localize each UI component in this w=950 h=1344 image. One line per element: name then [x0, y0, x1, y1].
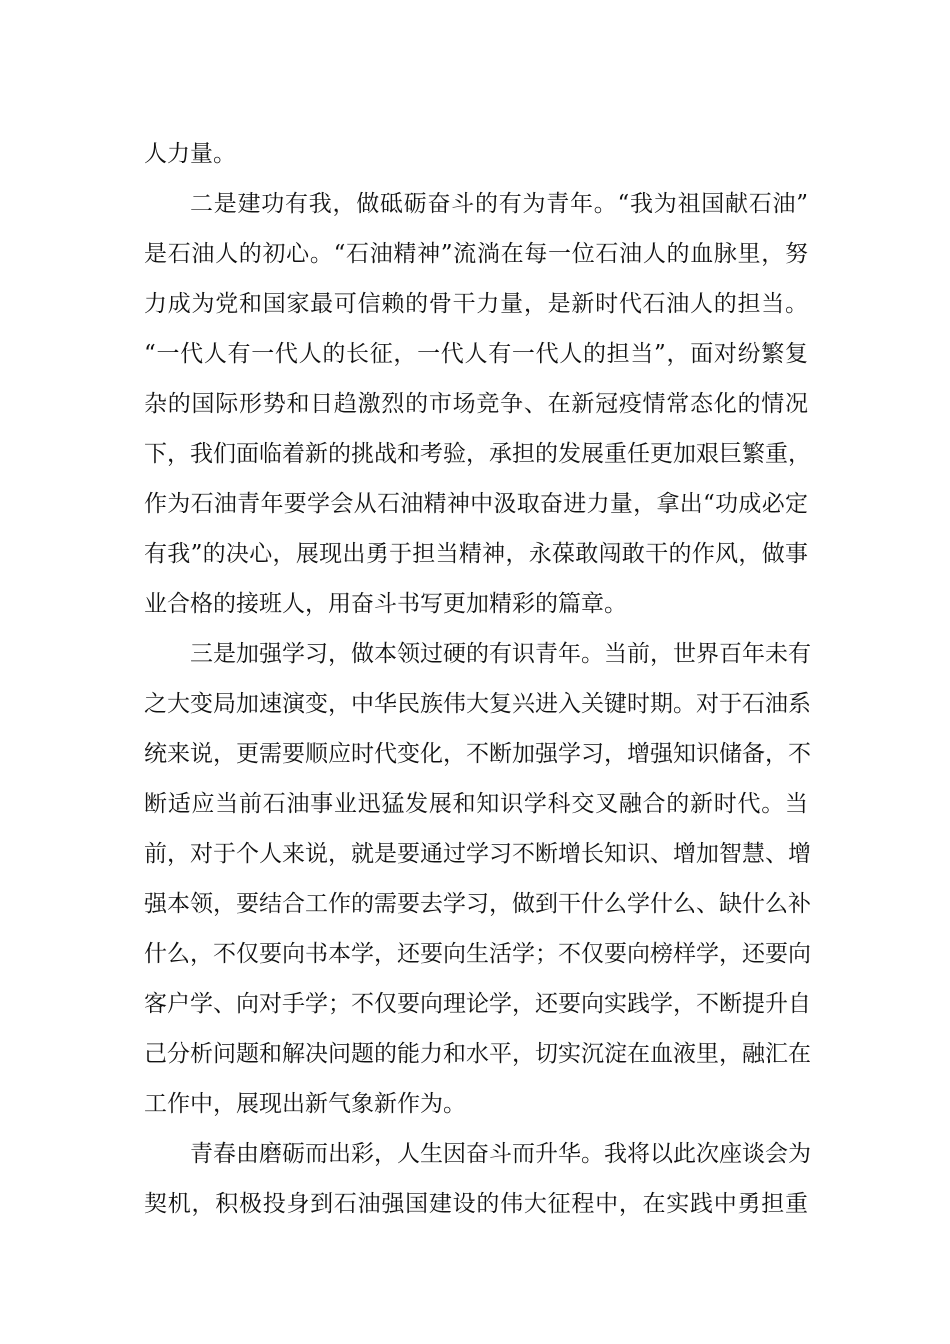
- text-line: 下，我们面临着新的挑战和考验，承担的发展重任更加艰巨繁重，: [144, 441, 811, 467]
- text-line: 客户学、向对手学；不仅要向理论学，还要向实践学，不断提升自: [144, 991, 811, 1017]
- text-line: 二是建功有我，做砥砺奋斗的有为青年。“我为祖国献石油”: [190, 191, 808, 217]
- text-line: 之大变局加速演变，中华民族伟大复兴进入关键时期。对于石油系: [144, 691, 811, 717]
- paragraph-2: [144, 179, 811, 629]
- text-line: 契机，积极投身到石油强国建设的伟大征程中，在实践中勇担重: [144, 1191, 808, 1217]
- text-line: 业合格的接班人，用奋斗书写更加精彩的篇章。: [144, 591, 627, 617]
- text-line: 青春由磨砺而出彩，人生因奋斗而升华。我将以此次座谈会为: [190, 1141, 811, 1167]
- paragraph-4: [144, 1129, 811, 1229]
- paragraph-3: [144, 629, 811, 1129]
- text-line: 断适应当前石油事业迅猛发展和知识学科交叉融合的新时代。当: [144, 791, 808, 817]
- document-body-text: [144, 129, 811, 1229]
- text-line: 工作中，展现出新气象新作为。: [144, 1091, 466, 1117]
- paragraph-continued: [144, 129, 808, 179]
- text-line: 有我”的决心，展现出勇于担当精神，永葆敢闯敢干的作风，做事: [144, 541, 808, 567]
- text-line: 强本领，要结合工作的需要去学习，做到干什么学什么、缺什么补: [144, 891, 811, 917]
- text-line: 杂的国际形势和日趋激烈的市场竞争、在新冠疫情常态化的情况: [144, 391, 808, 417]
- text-line: 前，对于个人来说，就是要通过学习不断增长知识、增加智慧、增: [144, 841, 811, 867]
- text-line: 力成为党和国家最可信赖的骨干力量，是新时代石油人的担当。: [144, 291, 808, 317]
- text-line: 三是加强学习，做本领过硬的有识青年。当前，世界百年未有: [190, 641, 811, 667]
- text-line: 什么，不仅要向书本学，还要向生活学；不仅要向榜样学，还要向: [144, 941, 811, 967]
- text-line: 己分析问题和解决问题的能力和水平，切实沉淀在血液里，融汇在: [144, 1041, 811, 1067]
- text-line: 作为石油青年要学会从石油精神中汲取奋进力量，拿出“功成必定: [144, 491, 808, 517]
- text-line: “一代人有一代人的长征，一代人有一代人的担当”，面对纷繁复: [144, 341, 808, 367]
- text-line: 是石油人的初心。“石油精神”流淌在每一位石油人的血脉里，努: [144, 241, 808, 267]
- text-line: 统来说，更需要顺应时代变化，不断加强学习，增强知识储备，不: [144, 741, 811, 767]
- text-line: 人力量。: [144, 141, 236, 167]
